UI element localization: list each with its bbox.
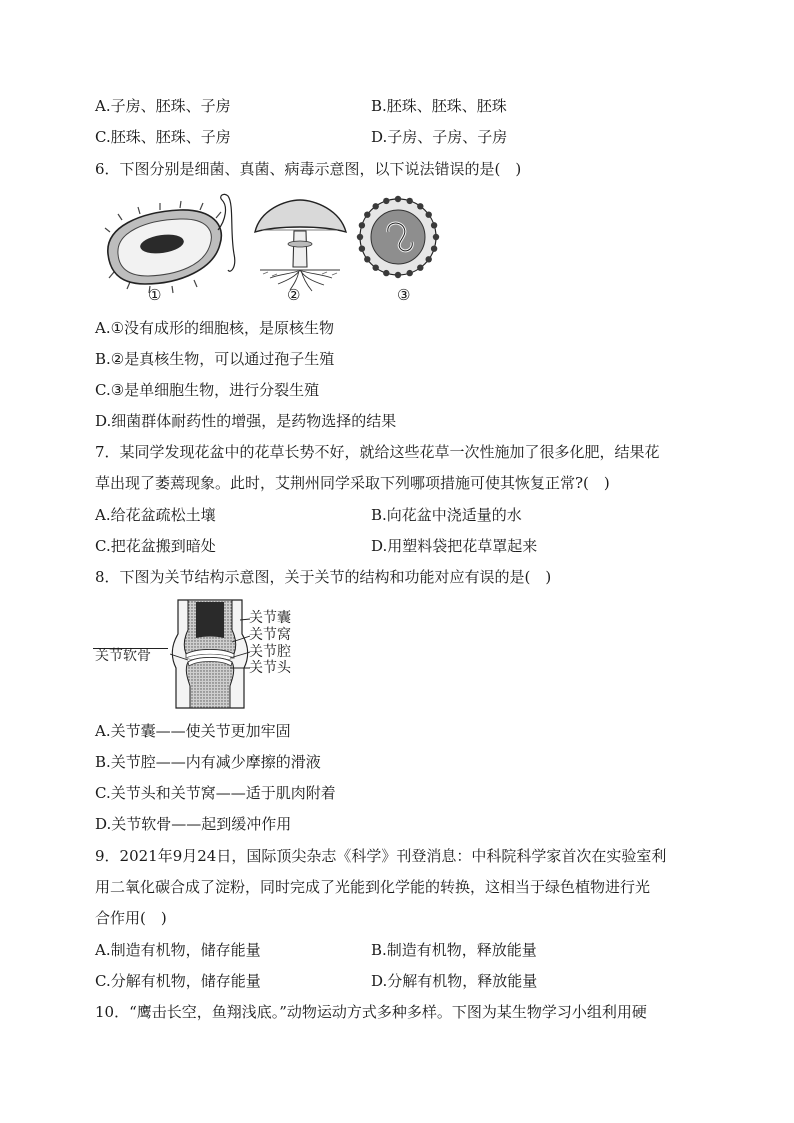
q7-stem-line2: 草出现了萎蔫现象。此时，艾荆州同学采取下列哪项措施可使其恢复正常?( ) [95, 474, 610, 492]
bacterium-illustration [105, 194, 235, 293]
virus-spike [407, 198, 413, 204]
virus-spike [407, 270, 413, 276]
virus-spike [364, 212, 370, 218]
q7-option-c: C.把花盆搬到暗处 [95, 537, 216, 555]
virus-spike [373, 203, 379, 209]
fig-label-3: ③ [397, 286, 411, 304]
q8-option-b: B.关节腔——内有减少摩擦的滑液 [95, 753, 321, 771]
q6-option-c: C.③是单细胞生物，进行分裂生殖 [95, 381, 320, 399]
virus-spike [431, 246, 437, 252]
q9-stem-line1: 9．2021年9月24日，国际顶尖杂志《科学》刊登消息：中科院科学家首次在实验室利 [95, 847, 667, 865]
virus-spike [373, 265, 379, 271]
q9-option-d: D.分解有机物，释放能量 [371, 972, 538, 990]
q7-option-a: A.给花盆疏松土壤 [95, 506, 216, 524]
label-joint-capsule: 关节囊 [249, 610, 291, 626]
q7-option-d: D.用塑料袋把花草罩起来 [371, 537, 538, 555]
joint-figure-svg [170, 598, 250, 710]
virus-spike [417, 203, 423, 209]
q7-stem-line1: 7．某同学发现花盆中的花草长势不好，就给这些花草一次性施加了很多化肥，结果花 [95, 443, 660, 461]
label-joint-socket: 关节窝 [249, 627, 291, 643]
virus-spike [395, 272, 401, 278]
virus-spike [426, 256, 432, 262]
q8-stem: 8．下图为关节结构示意图，关于关节的结构和功能对应有误的是( ) [95, 568, 552, 586]
virus-spike [395, 196, 401, 202]
label-joint-head: 关节头 [249, 660, 291, 676]
virus-spike [383, 198, 389, 204]
q8-option-c: C.关节头和关节窝——适于肌肉附着 [95, 784, 336, 802]
virus-spike [383, 270, 389, 276]
label-articular-cartilage: 关节软骨 [95, 648, 151, 664]
virus-spike [433, 234, 439, 240]
q9-option-a: A.制造有机物，储存能量 [95, 941, 261, 959]
fig-label-1: ① [148, 286, 162, 304]
q9-stem-line3: 合作用( ) [95, 909, 167, 927]
virus-spike [359, 222, 365, 228]
joint-figure [170, 598, 250, 710]
q8-option-a: A.关节囊——使关节更加牢固 [95, 722, 291, 740]
virus-spike [359, 246, 365, 252]
q9-option-c: C.分解有机物，储存能量 [95, 972, 261, 990]
label-joint-cavity: 关节腔 [249, 644, 291, 660]
q7-option-b: B.向花盆中浇适量的水 [371, 506, 522, 524]
q5-option-d: D.子房、子房、子房 [371, 128, 508, 146]
fig-label-2: ② [287, 286, 301, 304]
virus-spike [426, 212, 432, 218]
q6-stem: 6．下图分别是细菌、真菌、病毒示意图，以下说法错误的是( ) [95, 160, 522, 178]
virus-spike [364, 256, 370, 262]
virus-illustration [357, 196, 439, 278]
q6-option-a: A.①没有成形的细胞核，是原核生物 [95, 319, 335, 337]
q5-option-a: A.子房、胚珠、子房 [95, 97, 231, 115]
q9-option-b: B.制造有机物，释放能量 [371, 941, 537, 959]
q10-stem: 10．“鹰击长空，鱼翔浅底。”动物运动方式多种多样。下图为某生物学习小组利用硬 [95, 1003, 647, 1021]
q9-stem-line2: 用二氧化碳合成了淀粉，同时完成了光能到化学能的转换，这相当于绿色植物进行光 [95, 878, 651, 896]
virus-spike [417, 265, 423, 271]
q5-option-c: C.胚珠、胚珠、子房 [95, 128, 231, 146]
q6-option-b: B.②是真核生物，可以通过孢子生殖 [95, 350, 335, 368]
q6-option-d: D.细菌群体耐药性的增强，是药物选择的结果 [95, 412, 397, 430]
q5-option-b: B.胚珠、胚珠、胚珠 [371, 97, 507, 115]
virus-spike [357, 234, 363, 240]
q8-option-d: D.关节软骨——起到缓冲作用 [95, 815, 292, 833]
virus-spike [431, 222, 437, 228]
mushroom-illustration [255, 200, 346, 291]
